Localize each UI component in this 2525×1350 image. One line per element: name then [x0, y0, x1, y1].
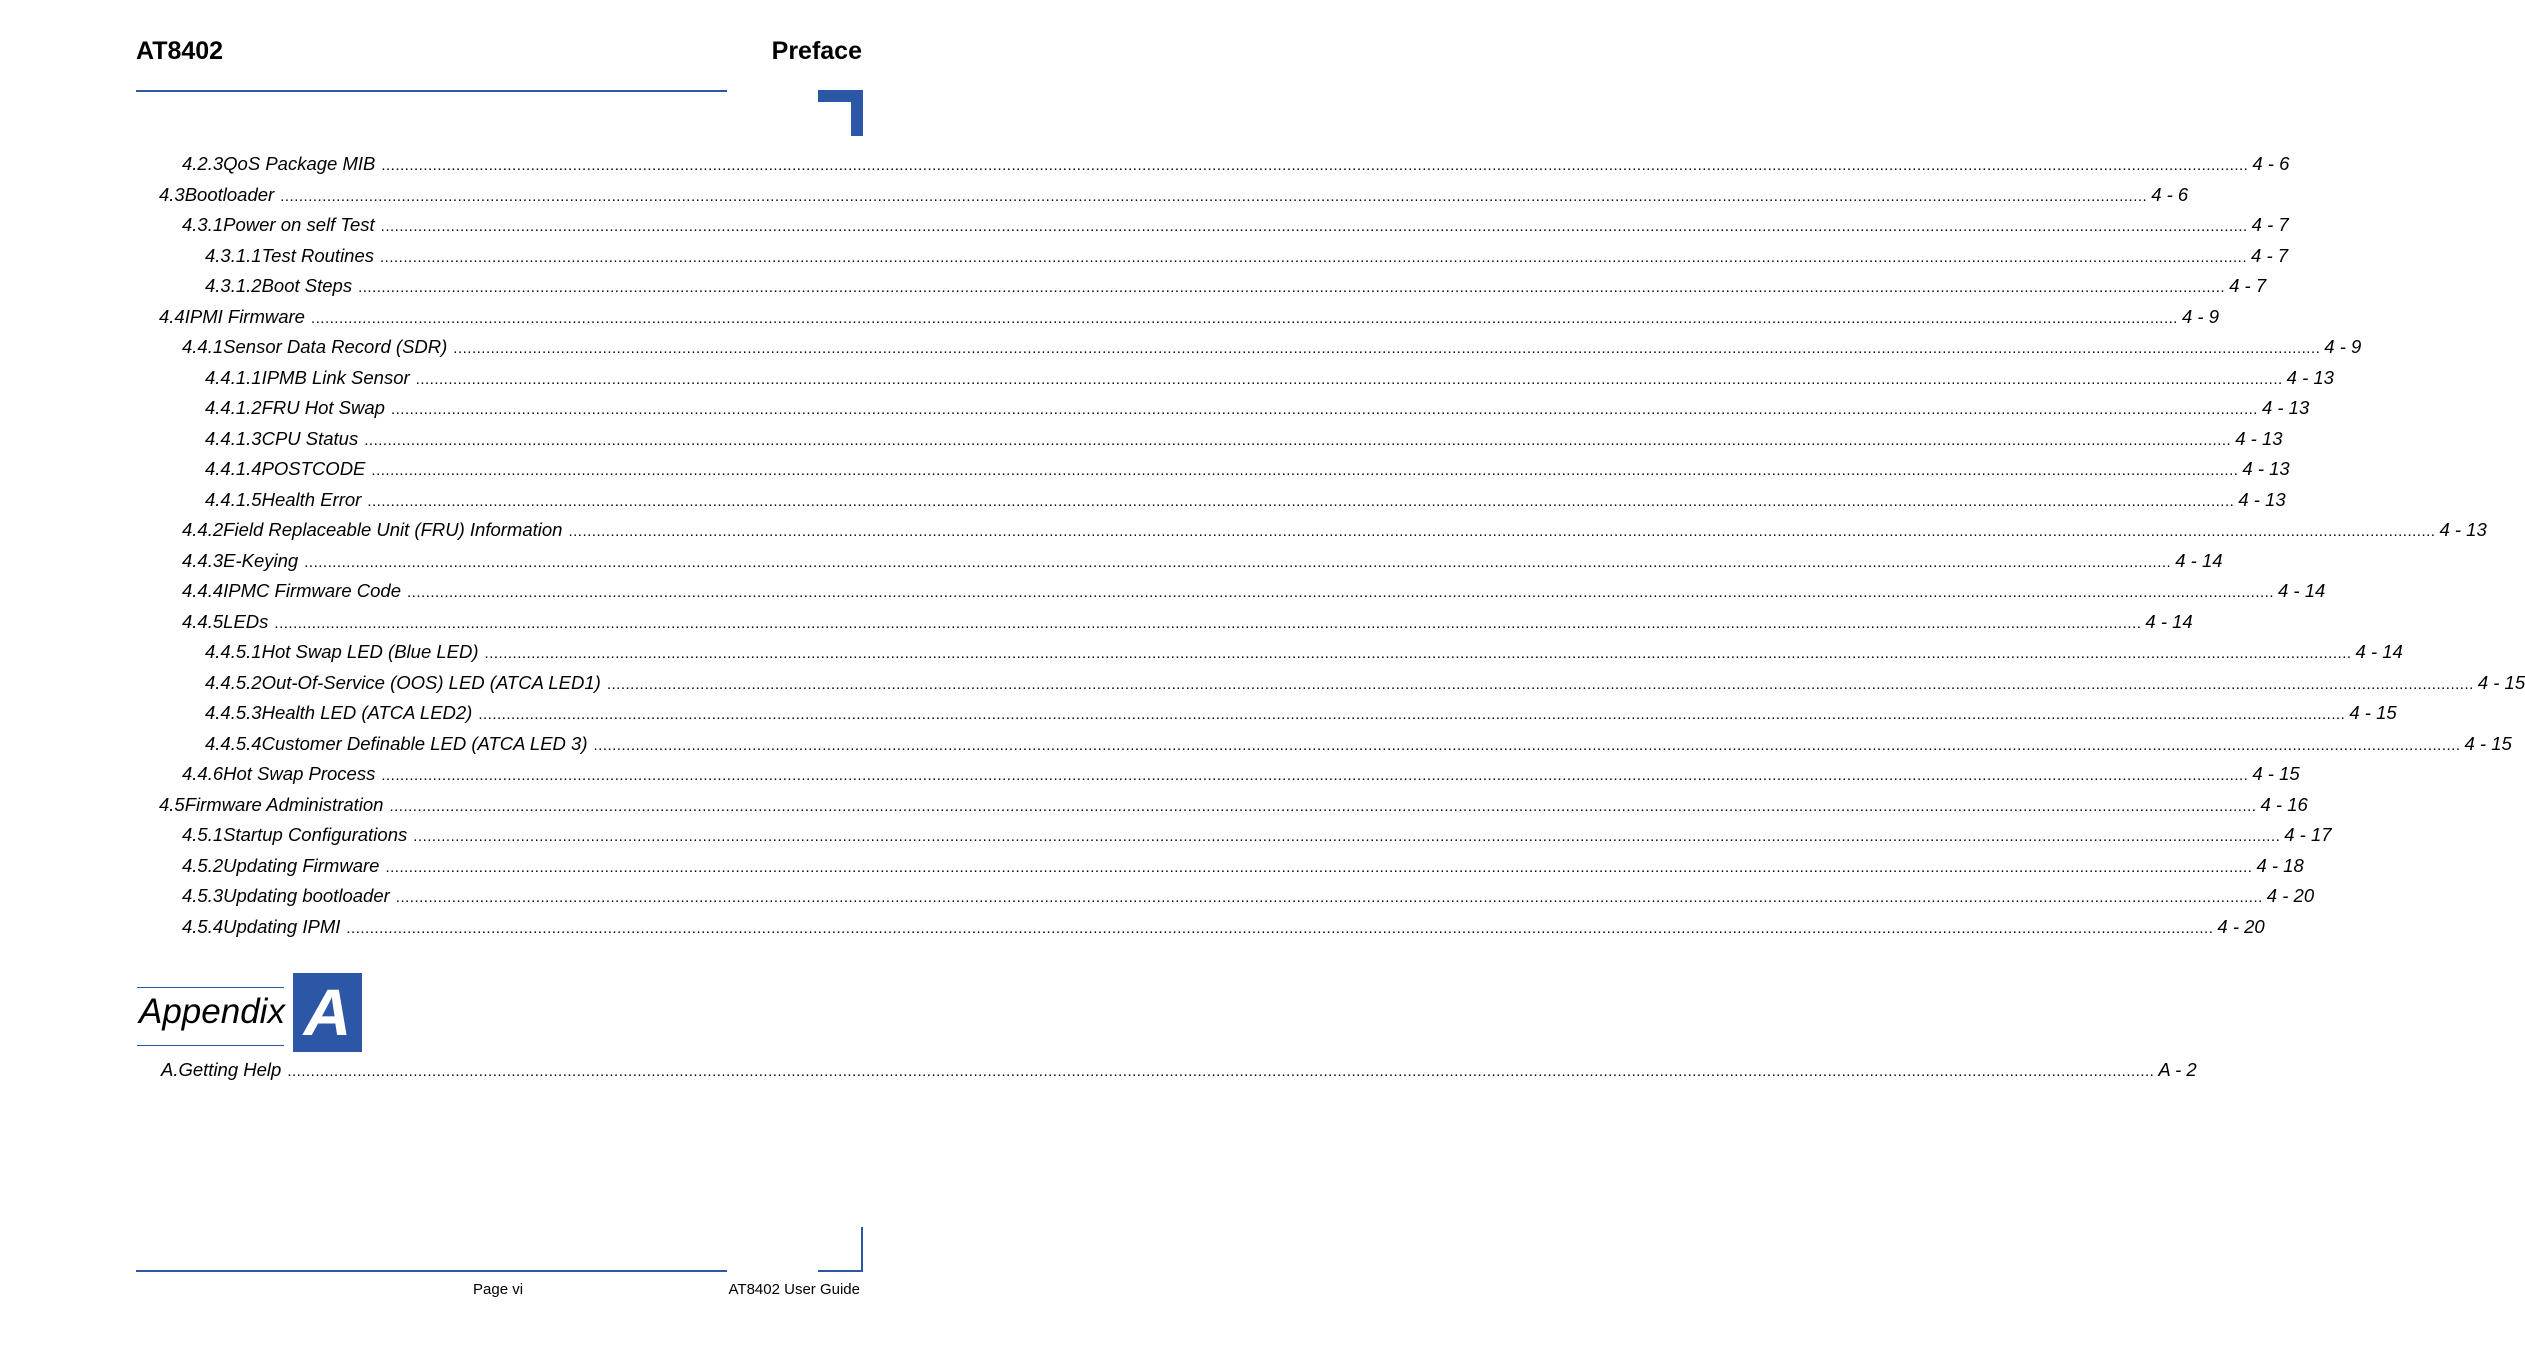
toc-entry-title: Firmware Administration	[184, 794, 384, 815]
toc-entry-page: 4 - 15	[2477, 672, 2525, 693]
toc-entry[interactable]	[205, 457, 2290, 481]
toc-entry[interactable]	[159, 793, 2308, 817]
toc-dot-leader: ................................................................................................................................................................................................................................................................................................................................................................................................................	[407, 584, 2274, 601]
header-product-name: AT8402	[136, 37, 224, 65]
toc-entry[interactable]	[205, 488, 2286, 512]
toc-entry-title: Updating bootloader	[223, 885, 390, 906]
header-section-name: Preface	[771, 37, 862, 65]
toc-entry-page: 4 - 9	[2181, 306, 2219, 327]
toc-entry-title: Field Replaceable Unit (FRU) Information	[223, 519, 563, 540]
toc-entry-title: FRU Hot Swap	[261, 397, 385, 418]
toc-dot-leader: ................................................................................................................................................................................................................................................................................................................................................................................................................	[484, 645, 2352, 662]
toc-entry[interactable]	[182, 579, 2326, 603]
toc-entry-title: POSTCODE	[261, 458, 366, 479]
toc-entry-title: IPMC Firmware Code	[223, 580, 401, 601]
toc-entry-title: Health Error	[261, 489, 362, 510]
toc-dot-leader: ................................................................................................................................................................................................................................................................................................................................................................................................................	[385, 859, 2253, 876]
toc-entry-page: 4 - 6	[2252, 153, 2290, 174]
toc-entry-number: 4.5.3	[182, 885, 224, 906]
toc-entry-title: IPMB Link Sensor	[261, 367, 410, 388]
toc-entry-page: 4 - 15	[2252, 763, 2300, 784]
toc-entry-page: 4 - 13	[2242, 458, 2290, 479]
toc-entry-number: 4.4	[159, 306, 185, 327]
toc-dot-leader: ................................................................................................................................................................................................................................................................................................................................................................................................................	[413, 828, 2281, 845]
toc-entry-number: 4.4.1	[182, 336, 224, 357]
appendix-rule-bottom	[137, 1045, 284, 1046]
toc-entry-title: Sensor Data Record (SDR)	[223, 336, 448, 357]
toc-entry[interactable]	[205, 427, 2283, 451]
toc-dot-leader: ................................................................................................................................................................................................................................................................................................................................................................................................................	[381, 157, 2249, 174]
toc-entry-number: 4.4.4	[182, 580, 224, 601]
toc-entry-number: 4.3.1	[182, 214, 224, 235]
toc-entry-page: 4 - 13	[2439, 519, 2487, 540]
toc-entry-number: 4.4.5.3	[205, 702, 262, 723]
toc-entry-number: 4.4.3	[182, 550, 224, 571]
toc-entry-page: 4 - 13	[2238, 489, 2286, 510]
toc-entry-title: Customer Definable LED (ATCA LED 3)	[261, 733, 588, 754]
toc-entry-page: 4 - 20	[2217, 916, 2265, 937]
toc-entry-number: 4.4.1.5	[205, 489, 262, 510]
toc-entry-page: 4 - 14	[2355, 641, 2403, 662]
toc-entry-number: 4.3.1.1	[205, 245, 262, 266]
toc-entry-title: Test Routines	[261, 245, 375, 266]
toc-entry-title: LEDs	[223, 611, 269, 632]
toc-entry-number: 4.4.1.1	[205, 367, 262, 388]
toc-dot-leader: ................................................................................................................................................................................................................................................................................................................................................................................................................	[395, 889, 2263, 906]
toc-entry[interactable]	[182, 152, 2290, 176]
toc-entry-number: 4.2.3	[182, 153, 224, 174]
toc-dot-leader: ................................................................................................................................................................................................................................................................................................................................................................................................................	[280, 188, 2148, 205]
toc-entry-title: QoS Package MIB	[223, 153, 376, 174]
corner-mark-bottom-vertical	[861, 1227, 863, 1272]
toc-entry[interactable]	[205, 671, 2525, 695]
toc-entry-number: 4.5	[159, 794, 185, 815]
toc-entry[interactable]	[205, 732, 2512, 756]
toc-entry[interactable]	[205, 701, 2397, 725]
toc-dot-leader: ................................................................................................................................................................................................................................................................................................................................................................................................................	[415, 371, 2283, 388]
toc-entry[interactable]	[182, 884, 2315, 908]
toc-entry[interactable]	[182, 549, 2223, 573]
toc-dot-leader: ................................................................................................................................................................................................................................................................................................................................................................................................................	[478, 706, 2346, 723]
toc-entry-page: 4 - 15	[2349, 702, 2397, 723]
toc-entry-title: Power on self Test	[223, 214, 375, 235]
toc-entry-page: A - 2	[2158, 1059, 2197, 1080]
toc-entry-number: 4.5.4	[182, 916, 224, 937]
toc-entry-title: Startup Configurations	[223, 824, 408, 845]
toc-entry[interactable]	[205, 396, 2310, 420]
toc-entry[interactable]	[205, 640, 2403, 664]
toc-entry[interactable]	[205, 274, 2267, 298]
toc-dot-leader: ................................................................................................................................................................................................................................................................................................................................................................................................................	[390, 401, 2258, 418]
toc-dot-leader: ................................................................................................................................................................................................................................................................................................................................................................................................................	[274, 615, 2142, 632]
toc-entry-title: Hot Swap LED (Blue LED)	[261, 641, 479, 662]
toc-entry-page: 4 - 13	[2261, 397, 2310, 418]
toc-entry[interactable]	[182, 762, 2300, 786]
toc-entry-number: 4.4.5.2	[205, 672, 262, 693]
toc-entry-page: 4 - 14	[2278, 580, 2326, 601]
toc-entry-number: 4.4.6	[182, 763, 224, 784]
toc-entry-number: 4.4.1.3	[205, 428, 262, 449]
toc-dot-leader: ................................................................................................................................................................................................................................................................................................................................................................................................................	[453, 340, 2321, 357]
toc-entry-title: Updating Firmware	[223, 855, 380, 876]
toc-entry[interactable]	[182, 823, 2332, 847]
toc-entry-page: 4 - 20	[2266, 885, 2315, 906]
toc-entry-page: 4 - 9	[2324, 336, 2362, 357]
footer-guide-title: AT8402 User Guide	[728, 1281, 860, 1298]
toc-entry-title: Health LED (ATCA LED2)	[261, 702, 473, 723]
toc-entry-page: 4 - 15	[2464, 733, 2512, 754]
toc-entry[interactable]	[182, 610, 2193, 634]
toc-entry-page: 4 - 17	[2284, 824, 2332, 845]
toc-entry-page: 4 - 7	[2251, 214, 2289, 235]
toc-dot-leader: ................................................................................................................................................................................................................................................................................................................................................................................................................	[371, 462, 2239, 479]
toc-entry-number: 4.4.5	[182, 611, 224, 632]
footer-rule	[136, 1270, 727, 1272]
footer-page-number: Page vi	[473, 1281, 524, 1298]
toc-dot-leader: ................................................................................................................................................................................................................................................................................................................................................................................................................	[364, 432, 2232, 449]
toc-dot-leader: ................................................................................................................................................................................................................................................................................................................................................................................................................	[380, 218, 2248, 235]
toc-entry-page: 4 - 16	[2260, 794, 2308, 815]
toc-dot-leader: ................................................................................................................................................................................................................................................................................................................................................................................................................	[358, 279, 2226, 296]
toc-entry-number: A.	[161, 1059, 179, 1080]
toc-entry[interactable]	[182, 213, 2289, 237]
toc-entry-number: 4.4.2	[182, 519, 224, 540]
toc-dot-leader: ................................................................................................................................................................................................................................................................................................................................................................................................................	[367, 493, 2235, 510]
toc-dot-leader: ................................................................................................................................................................................................................................................................................................................................................................................................................	[346, 920, 2214, 937]
toc-entry-page: 4 - 13	[2235, 428, 2283, 449]
toc-dot-leader: ................................................................................................................................................................................................................................................................................................................................................................................................................	[568, 523, 2436, 540]
toc-entry[interactable]	[159, 183, 2189, 207]
toc-dot-leader: ................................................................................................................................................................................................................................................................................................................................................................................................................	[310, 310, 2178, 327]
toc-dot-leader: ................................................................................................................................................................................................................................................................................................................................................................................................................	[593, 737, 2461, 754]
toc-entry-number: 4.4.5.4	[205, 733, 262, 754]
toc-entry-title: Updating IPMI	[223, 916, 341, 937]
toc-entry-number: 4.5.2	[182, 855, 224, 876]
toc-entry[interactable]	[182, 335, 2362, 359]
toc-dot-leader: ................................................................................................................................................................................................................................................................................................................................................................................................................	[380, 249, 2248, 266]
toc-entry-page: 4 - 7	[2229, 275, 2267, 296]
toc-entry-title: CPU Status	[261, 428, 359, 449]
toc-dot-leader: ................................................................................................................................................................................................................................................................................................................................................................................................................	[389, 798, 2257, 815]
toc-entry-number: 4.4.1.2	[205, 397, 262, 418]
toc-entry-title: Boot Steps	[261, 275, 353, 296]
toc-entry-number: 4.5.1	[182, 824, 224, 845]
toc-entry-page: 4 - 6	[2151, 184, 2189, 205]
toc-entry-title: Hot Swap Process	[223, 763, 376, 784]
toc-entry-page: 4 - 18	[2256, 855, 2304, 876]
toc-entry-page: 4 - 7	[2251, 245, 2289, 266]
toc-entry-title: Bootloader	[184, 184, 275, 205]
toc-dot-leader: ................................................................................................................................................................................................................................................................................................................................................................................................................	[304, 554, 2172, 571]
toc-dot-leader: ................................................................................................................................................................................................................................................................................................................................................................................................................	[381, 767, 2249, 784]
toc-entry[interactable]	[205, 366, 2334, 390]
toc-entry-number: 4.4.5.1	[205, 641, 262, 662]
toc-entry[interactable]	[205, 244, 2289, 268]
toc-entry-page: 4 - 14	[2175, 550, 2223, 571]
appendix-rule-top	[137, 987, 284, 988]
toc-entry-number: 4.3.1.2	[205, 275, 262, 296]
toc-entry[interactable]	[159, 305, 2219, 329]
toc-entry-page: 4 - 13	[2286, 367, 2334, 388]
toc-entry-number: 4.4.1.4	[205, 458, 262, 479]
corner-mark-top-vertical	[851, 90, 863, 136]
toc-entry-page: 4 - 14	[2145, 611, 2193, 632]
appendix-heading: Appendix	[139, 992, 285, 1031]
corner-mark-bottom	[818, 1270, 863, 1272]
toc-entry-title: E-Keying	[223, 550, 299, 571]
toc-entry[interactable]	[182, 915, 2265, 939]
toc-dot-leader: ................................................................................................................................................................................................................................................................................................................................................................................................................	[606, 676, 2474, 693]
header-rule	[136, 90, 727, 92]
toc-entry-number: 4.3	[159, 184, 185, 205]
toc-entry-title: Out-Of-Service (OOS) LED (ATCA LED1)	[261, 672, 601, 693]
appendix-toc-entry[interactable]	[161, 1058, 2197, 1082]
toc-entry[interactable]	[182, 854, 2304, 878]
toc-dot-leader: ................................................................................................................................................................................................................................................................................................................................................................................................................	[287, 1063, 2155, 1080]
toc-entry-title: Getting Help	[178, 1059, 282, 1080]
toc-entry[interactable]	[182, 518, 2487, 542]
toc-entry-title: IPMI Firmware	[184, 306, 305, 327]
appendix-letter-badge: A	[293, 973, 362, 1052]
